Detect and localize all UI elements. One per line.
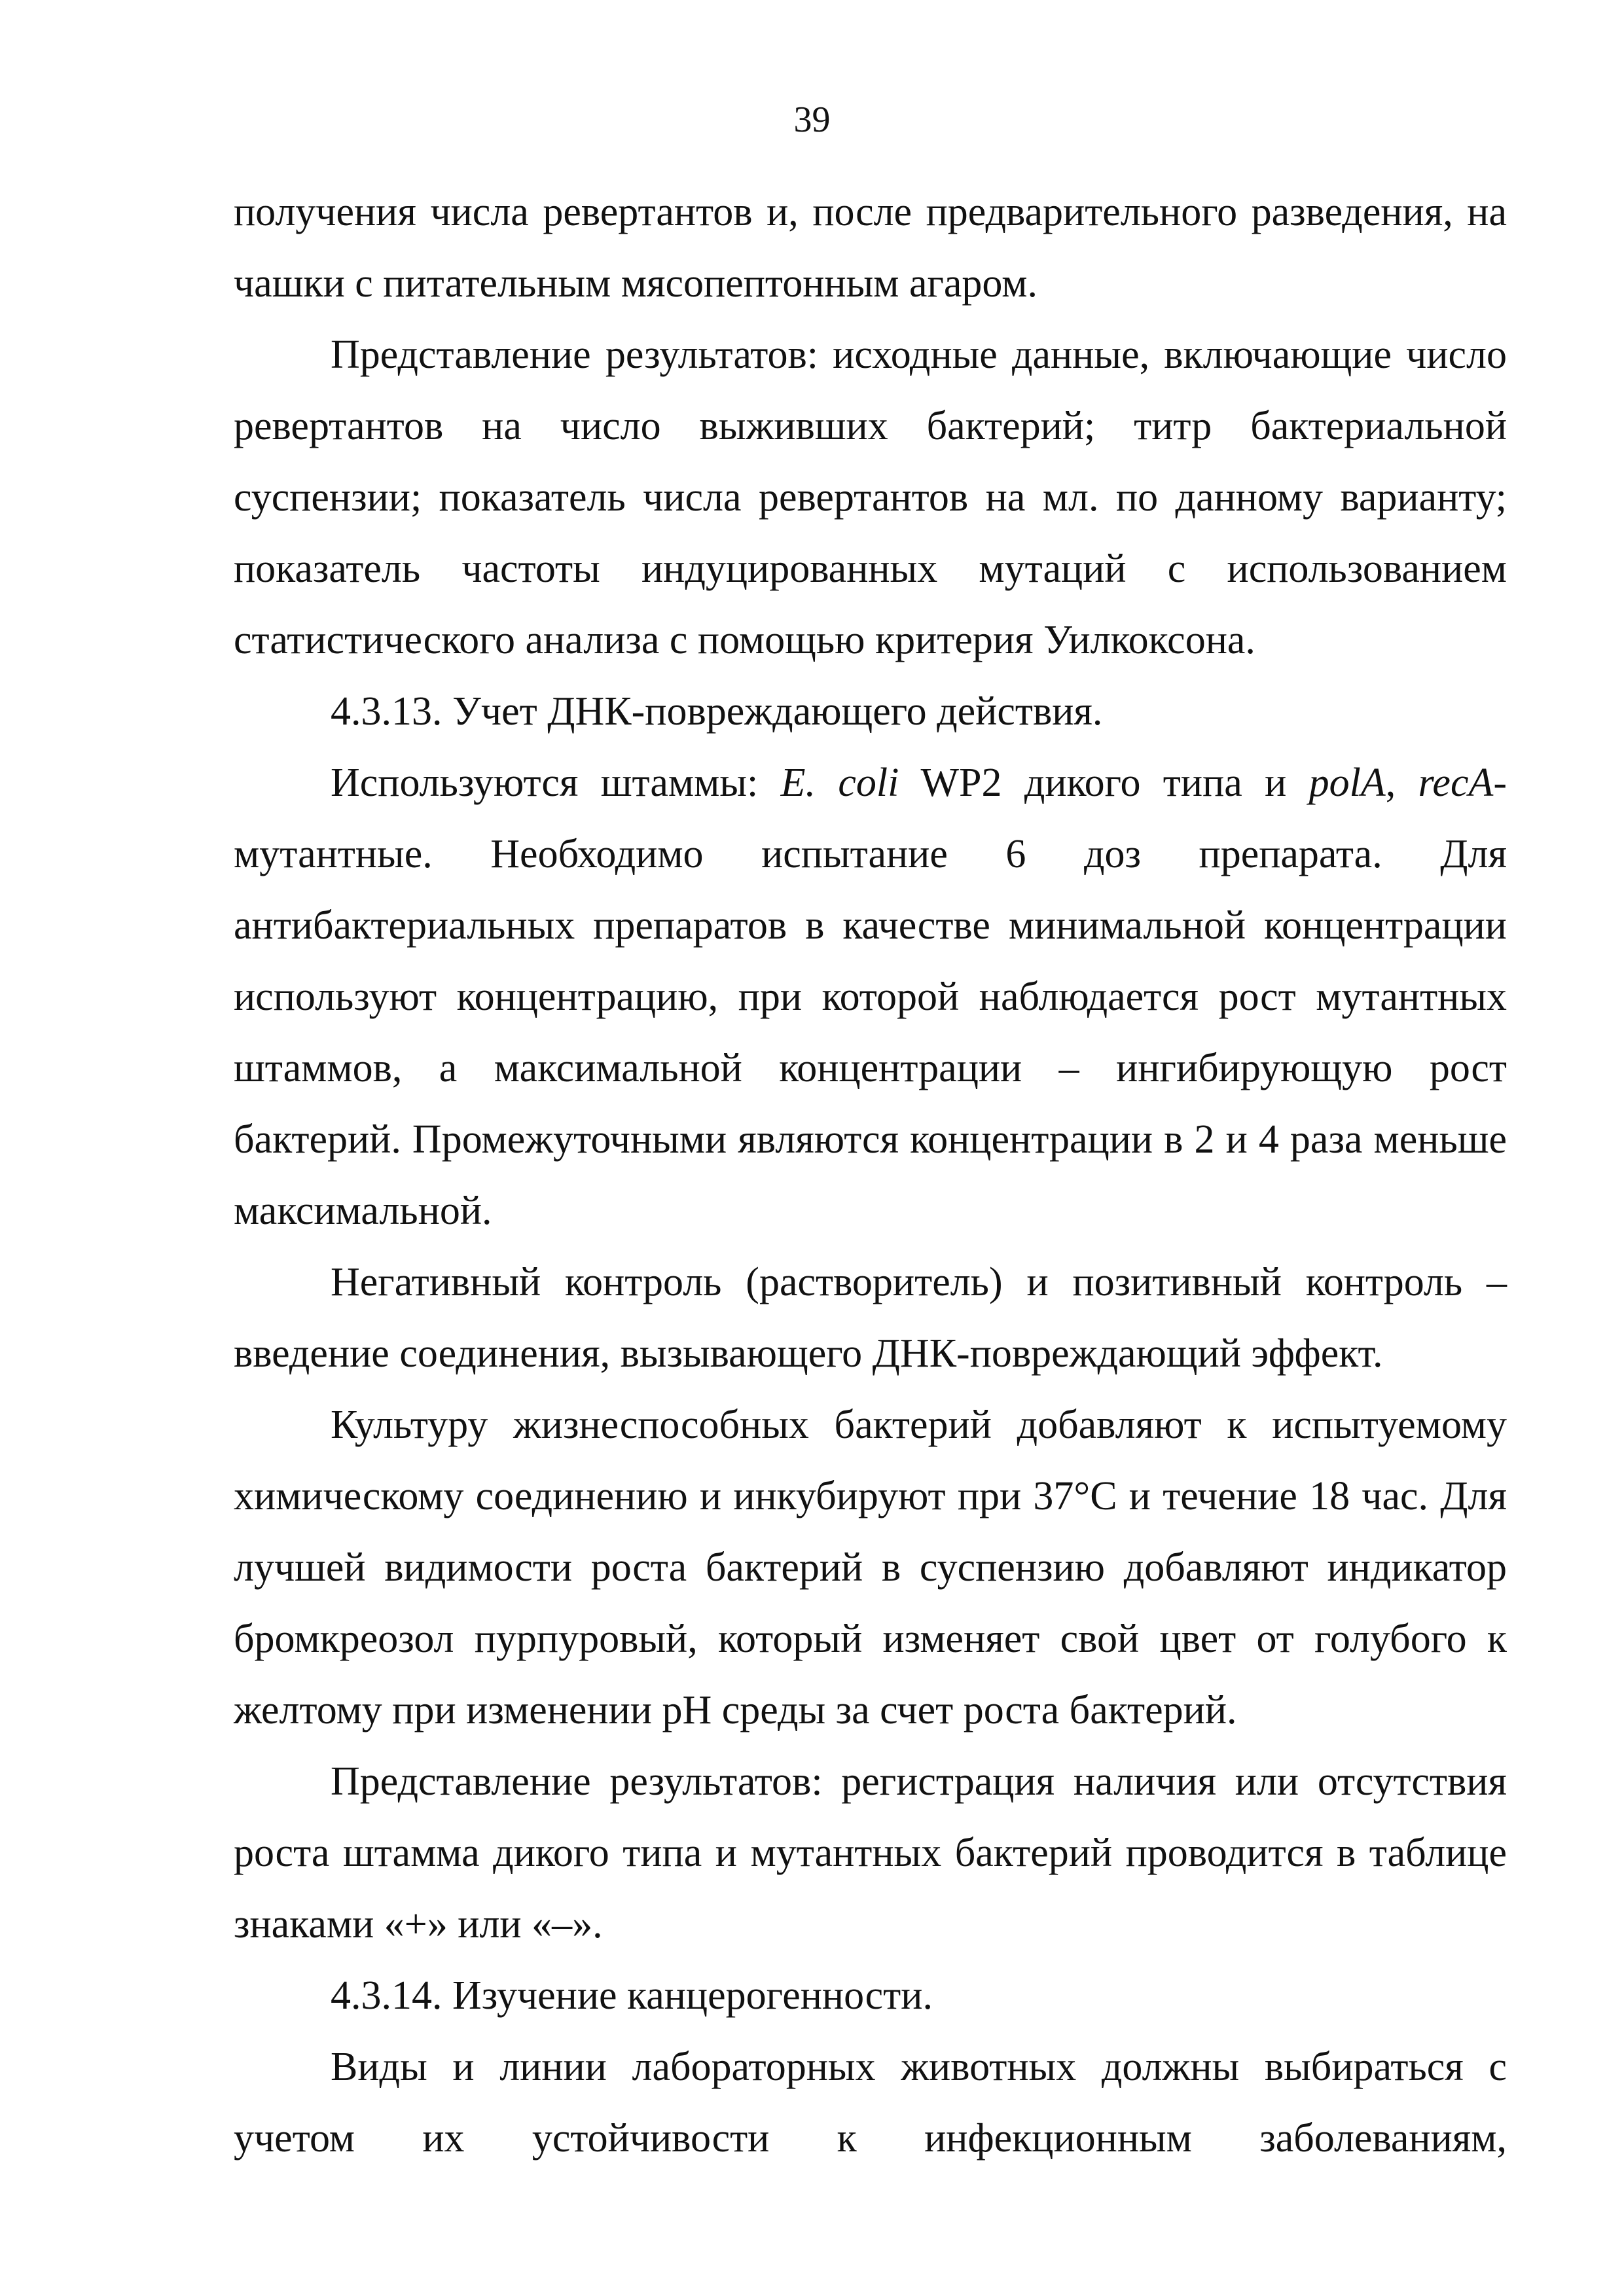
paragraph-culture: Культуру жизнеспособных бактерий добавляют к испытуемому химическому соединению и инкубируют при 37°С и течение 18 час. Для лучшей видимости роста бактерий в суспензию добавляют индикатор бромкреозол пурпуровый, который изменяет свой цвет от голубого к желтому при изменении pH среды за счет роста бактерий. (234, 1403, 1507, 1732)
paragraph-animals: Виды и линии лабораторных животных должны выбираться с учетом их устойчивости к инфекционным заболеваниям, (234, 2045, 1507, 2161)
section-heading-4-3-14: 4.3.14. Изучение канцерогенности. (331, 1973, 933, 2018)
text-span: , (1385, 761, 1418, 805)
gene-name: recA (1418, 761, 1494, 805)
species-name: E. coli (780, 761, 899, 805)
text-span: -мутантные. Необходимо испытание 6 доз препарата. Для антибактериальных препаратов в качестве минимальной концентрации используют концентрацию, при которой наблюдается рост мутантных штаммов, а максимальной концентрации – ингибирующую рост бактерий. Промежуточными являются концентрации в 2 и 4 раза меньше максимальной. (234, 761, 1507, 1233)
paragraph-controls: Негативный контроль (растворитель) и позитивный контроль – введение соединения, вызывающего ДНК-повреждающий эффект. (234, 1260, 1507, 1376)
page-number: 39 (793, 99, 831, 140)
paragraph-continuation: получения числа ревертантов и, после предварительного разведения, на чашки с питательным мясопептонным агаром. (234, 190, 1507, 306)
paragraph-results-presentation: Представление результатов: исходные данные, включающие число ревертантов на число выживших бактерий; титр бактериальной суспензии; показатель числа ревертантов на мл. по данному варианту; показатель частоты индуцированных мутаций с использованием статистического анализа с помощью критерия Уилкоксона. (234, 332, 1507, 662)
text-span: WP2 дикого типа и (899, 761, 1309, 805)
paragraph-results-registration: Представление результатов: регистрация наличия или отсутствия роста штамма дикого типа и мутантных бактерий проводится в таблице знаками «+» или «–». (234, 1759, 1507, 1946)
section-heading-4-3-13: 4.3.13. Учет ДНК-повреждающего действия. (331, 689, 1103, 734)
text-span: Используются штаммы: (331, 761, 781, 805)
paragraph-strains (234, 747, 1507, 1247)
body-text (234, 177, 1507, 2174)
gene-name: polA (1308, 761, 1386, 805)
